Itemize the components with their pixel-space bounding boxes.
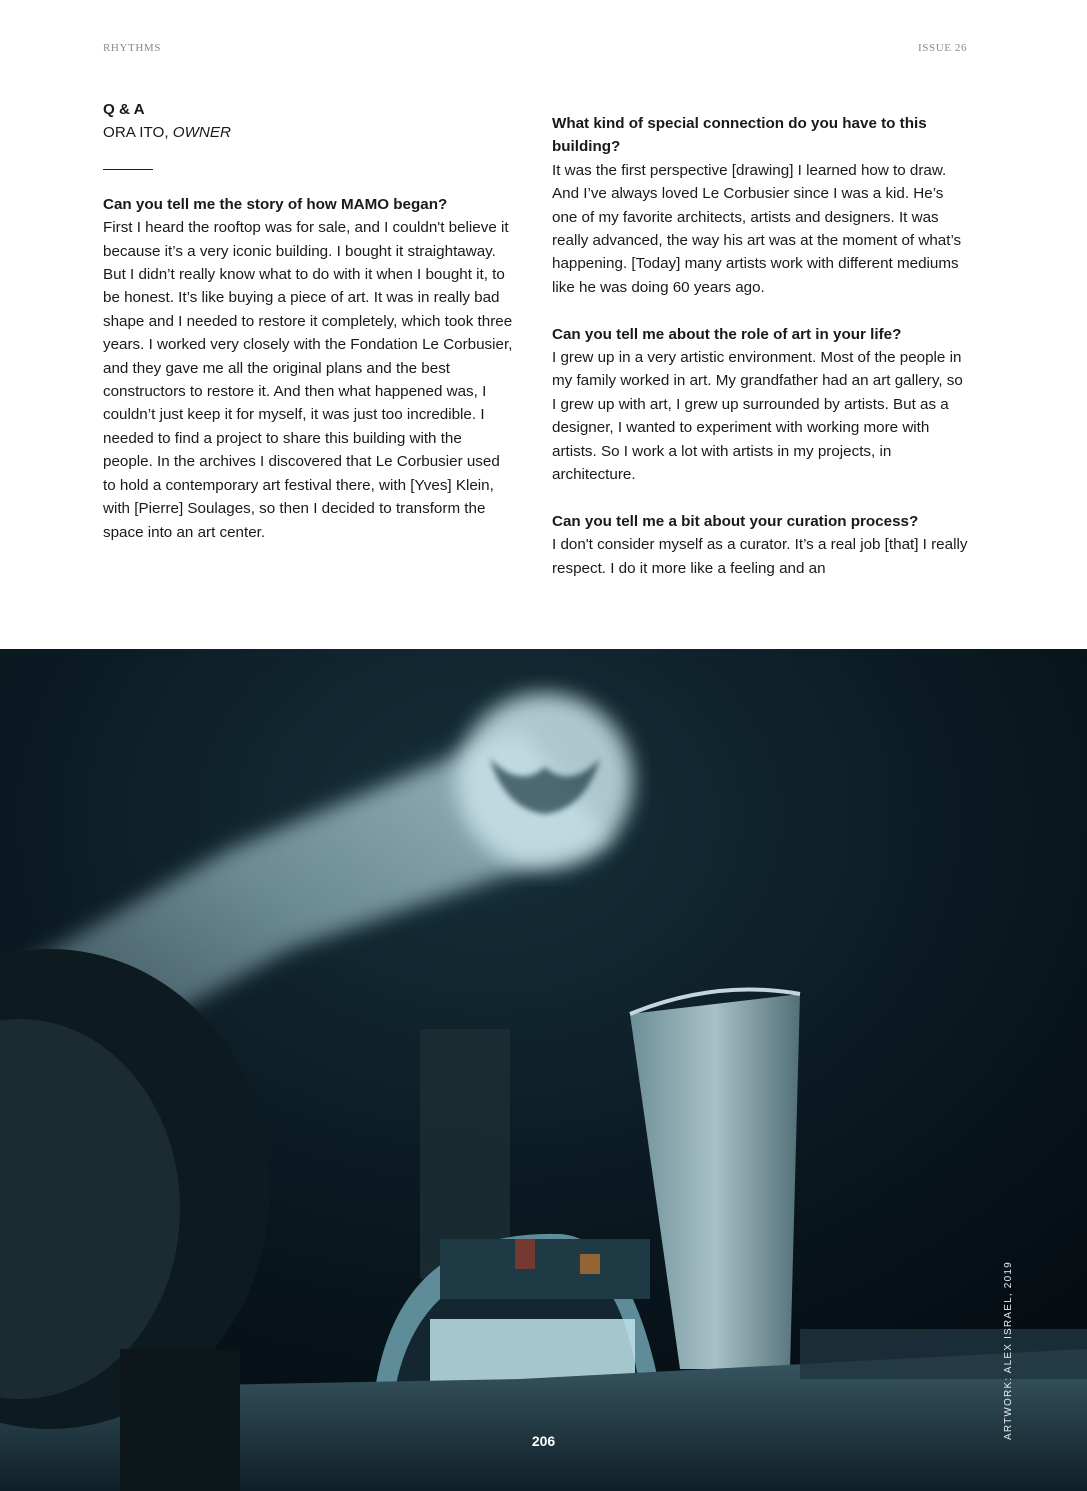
question-curation: Can you tell me a bit about your curation process? (552, 512, 919, 530)
question-mamo: Can you tell me the story of how MAMO began? (103, 195, 448, 213)
running-header-section: RHYTHMS (103, 42, 161, 54)
divider-rule (103, 169, 153, 170)
question-role-of-art: Can you tell me about the role of art in your life? (552, 325, 902, 343)
interviewee-name: ORA ITO, (103, 124, 173, 142)
answer-role-of-art: I grew up in a very artistic environment. Most of the people in my family worked in art. My grandfather had an art gallery, so I grew up with art, I grew up surrounded by artists. But as a designer, I wanted to experiment with working more with artists. So I work a lot with artists in my projects, in architecture. (552, 349, 963, 484)
left-column (103, 98, 513, 544)
interviewee-role: OWNER (172, 124, 231, 142)
question-connection: What kind of special connection do you have to this building? (552, 115, 927, 156)
page-number: 206 (531, 1433, 556, 1449)
right-column (552, 112, 970, 580)
photo-credit: ARTWORK: ALEX ISRAEL, 2019 (1003, 1261, 1014, 1440)
running-header-issue: ISSUE 26 (918, 42, 968, 54)
qa-label: Q & A (103, 101, 145, 118)
answer-mamo: First I heard the rooftop was for sale, and I couldn't believe it because it’s a very iconic building. I bought it straightaway. But I didn’t really know what to do with it when I bought it, to be honest. It’s like buying a piece of art. It was in really bad shape and I needed to restore it completely, which took three years. I worked very closely with the Fondation Le Corbusier, and they gave me all the original plans and the best constructors to restore it. And then what happened was, I couldn’t just keep it for myself, it was just too incredible. I needed to find a project to share this building with the people. In the archives I discovered that Le Corbusier used to hold a contemporary art festival there, with [Yves] Klein, with [Pierre] Soulages, so then I decided to transform the space into an art center. (103, 219, 513, 541)
rooftop-bat-signal-photo (0, 649, 1087, 1491)
answer-curation: I don't consider myself as a curator. It’s a real job [that] I really respect. I do it more like a feeling and an (552, 536, 968, 577)
interviewee-line (103, 121, 513, 144)
answer-connection: It was the first perspective [drawing] I learned how to draw. And I’ve always loved Le Corbusier since I was a kid. He’s one of my favorite architects, artists and designers. It was really advanced, the way his art was at the moment of what’s happening. [Today] many artists work with different mediums like he was doing 60 years ago. (552, 161, 962, 296)
